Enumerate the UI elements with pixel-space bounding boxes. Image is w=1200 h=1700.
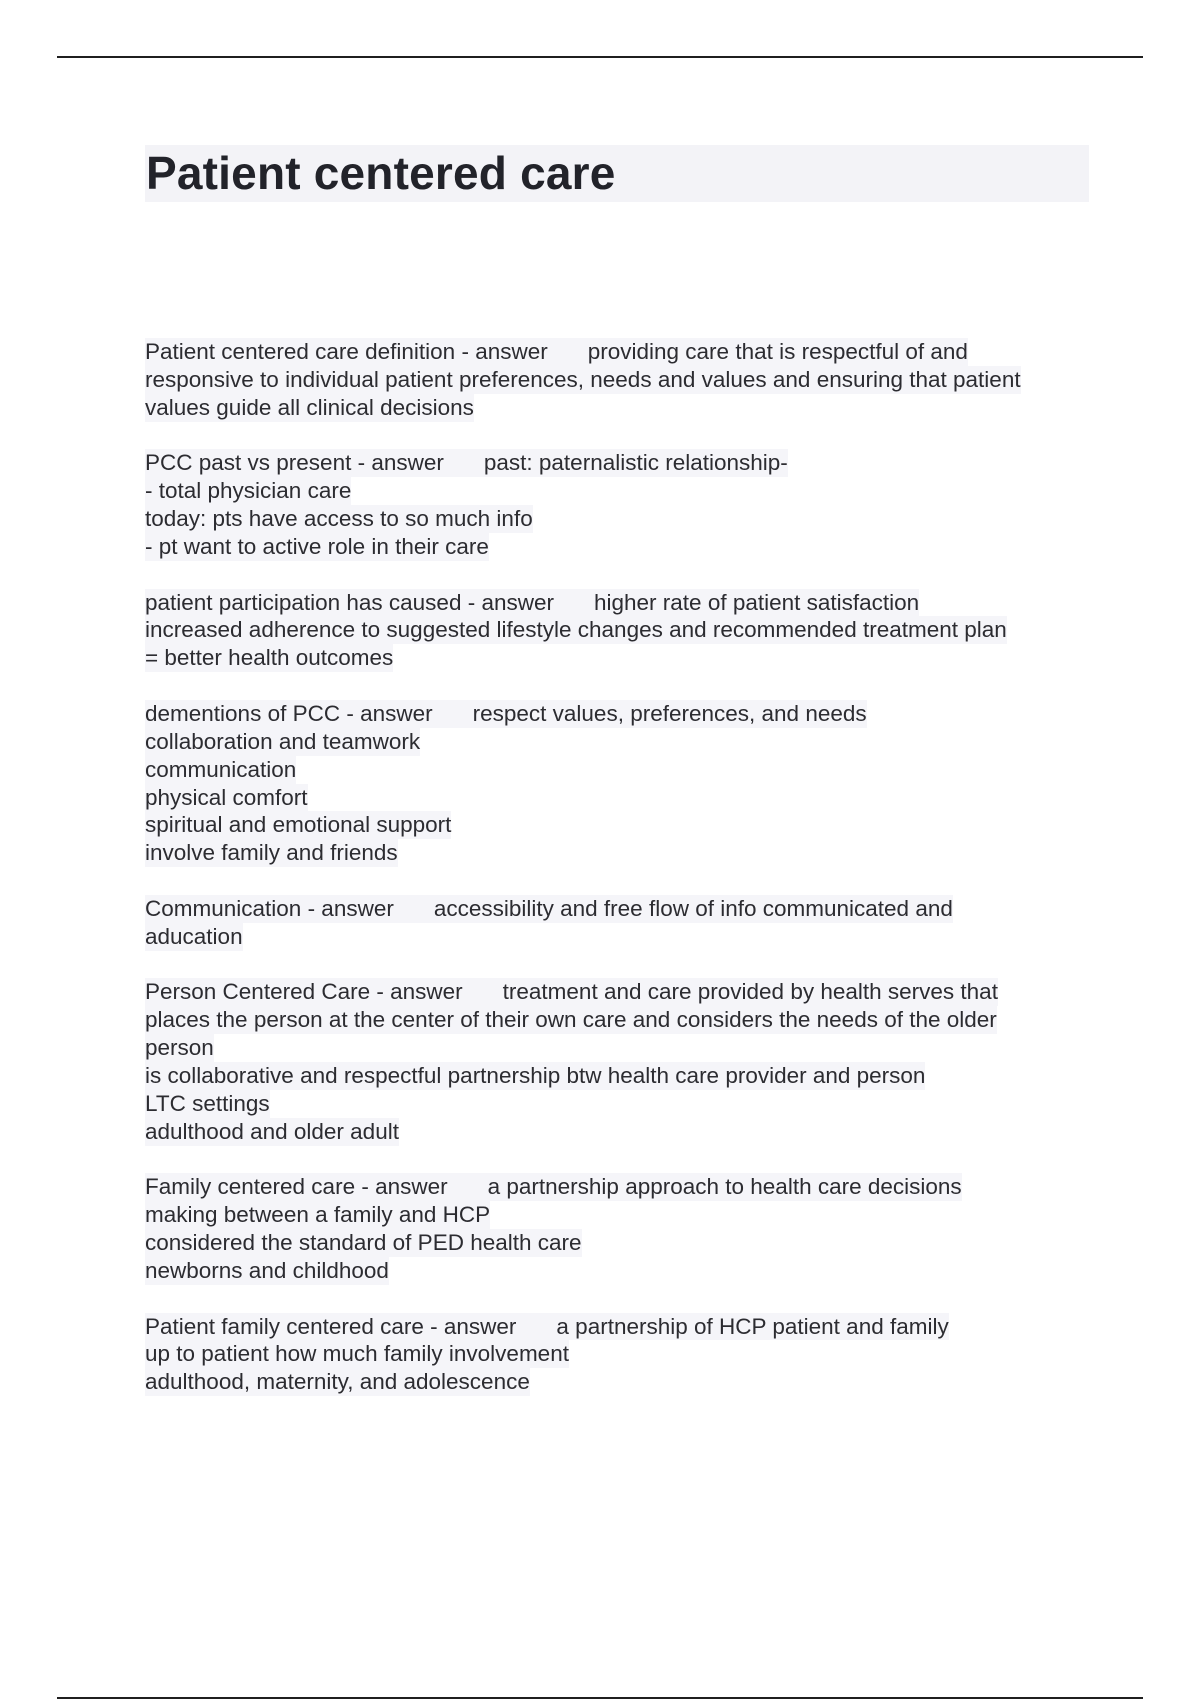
qa-answer-line: = better health outcomes (145, 645, 394, 671)
qa-answer-line: places the person at the center of their own care and considers the needs of the older (145, 1007, 997, 1033)
qa-term: Patient centered care definition - answer (145, 339, 548, 364)
qa-answer-line: adulthood and older adult (145, 1118, 399, 1144)
qa-answer-line: person (145, 1035, 214, 1061)
qa-answer-line: physical comfort (145, 784, 308, 810)
qa-answer-line: making between a family and HCP (145, 1202, 491, 1228)
qa-answer-line: increased adherence to suggested lifestyle changes and recommended treatment plan (145, 617, 1007, 643)
qa-answer-line: is collaborative and respectful partnership btw health care provider and person (145, 1063, 926, 1088)
qa-entry (145, 1313, 1095, 1397)
qa-answer-start: accessibility and free flow of info communicated and (433, 895, 953, 921)
qa-term: Communication - answer (145, 895, 394, 921)
qa-term: Family centered care - answer (145, 1174, 448, 1200)
qa-entry (145, 895, 1095, 951)
qa-answer-line: today: pts have access to so much info (145, 506, 533, 532)
qa-entry (145, 1173, 1095, 1285)
qa-answer-start: a partnership of HCP patient and family (556, 1313, 949, 1339)
page-title: Patient centered care (146, 147, 616, 199)
qa-answer-line: aducation (145, 923, 243, 949)
qa-first-line (145, 449, 788, 477)
qa-term: patient participation has caused - answer (145, 589, 554, 615)
qa-answer-line: considered the standard of PED health care (145, 1230, 582, 1256)
qa-answer-start: a partnership approach to health care decisions (487, 1174, 962, 1200)
qa-answer-line: responsive to individual patient preferences, needs and values and ensuring that patient (145, 366, 1021, 392)
top-rule (57, 56, 1143, 58)
qa-answer-start: past: paternalistic relationship- (483, 450, 788, 476)
qa-term: Person Centered Care - answer (145, 979, 463, 1005)
qa-answer-start: higher rate of patient satisfaction (594, 589, 920, 615)
qa-answer-start: respect values, preferences, and needs (472, 700, 867, 726)
qa-answer-line: LTC settings (145, 1090, 270, 1116)
qa-entry (145, 700, 1095, 867)
qa-entry (145, 449, 1095, 561)
qa-answer-line: up to patient how much family involvement (145, 1341, 569, 1367)
qa-answer-line: adulthood, maternity, and adolescence (145, 1369, 530, 1395)
qa-answer-start: treatment and care provided by health serves that (502, 979, 998, 1005)
bottom-rule (57, 1697, 1143, 1699)
qa-answer-line: values guide all clinical decisions (145, 394, 474, 420)
qa-answer-line: communication (145, 756, 297, 782)
qa-answer-line: collaboration and teamwork (145, 728, 421, 754)
qa-answer-line: spiritual and emotional support (145, 812, 452, 838)
qa-first-line (145, 700, 867, 728)
qa-first-line (145, 895, 953, 923)
qa-list (145, 338, 1095, 1424)
qa-term: PCC past vs present - answer (145, 450, 444, 476)
qa-first-line (145, 338, 968, 366)
qa-term: dementions of PCC - answer (145, 700, 433, 726)
qa-answer-line: - pt want to active role in their care (145, 534, 489, 560)
qa-answer-start: providing care that is respectful of and (587, 339, 968, 364)
qa-entry (145, 338, 1095, 422)
qa-answer-line: newborns and childhood (145, 1258, 389, 1284)
qa-answer-line: - total physician care (145, 478, 352, 504)
qa-first-line (145, 1173, 962, 1201)
qa-entry (145, 589, 1095, 673)
qa-first-line (145, 589, 919, 617)
qa-first-line (145, 978, 998, 1006)
qa-term: Patient family centered care - answer (145, 1313, 517, 1339)
qa-first-line (145, 1313, 949, 1341)
qa-answer-line: involve family and friends (145, 840, 398, 866)
qa-entry (145, 978, 1095, 1145)
